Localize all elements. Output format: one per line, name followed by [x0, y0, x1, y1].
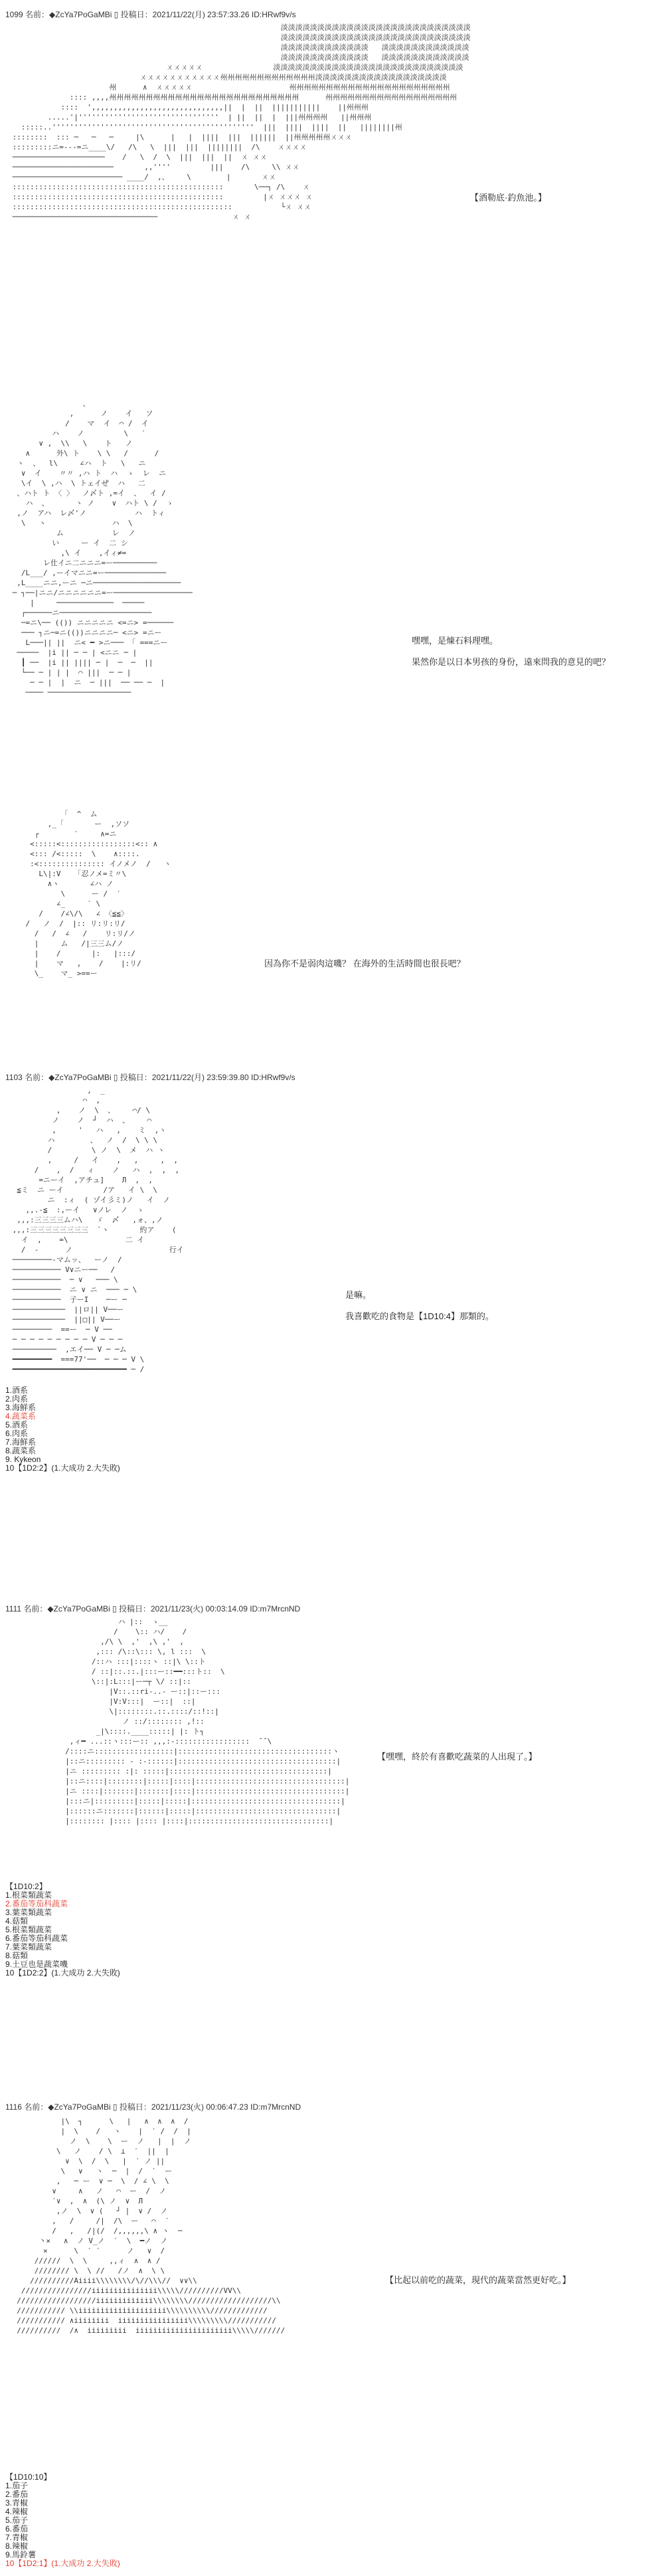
choice-item: 5.酒系	[5, 1420, 29, 1429]
post-header: 1111 名前：◆ZcYa7PoGaMBi ▯ 投稿日：2021/11/23(火) 00:03:14.09 ID:m7MrcnND	[5, 1604, 301, 1613]
choice-item: 7.葉菜類蔬菜	[5, 1942, 52, 1952]
choice-item: 3.青椒	[5, 2498, 29, 2508]
dialogue-line: 果然你是以日本男孩的身份，遠來問我的意見的吧？	[412, 657, 611, 667]
choice-item: 8.蔬菜系	[5, 1446, 37, 1455]
ascii-art-character: |\ ┐ \ | ∧ ∧ ∧ / | \ / ヽ | ′ / / | ノ \ \ ー ノ | | ノ \ ノ / \ ⊥ ′ || | ∨ \ / \ | ′ ノ || \ ∨ ヽ ─ | / ′ ー , ─ ー ∨ ─ \ / ∠ \ \ ∨ ∧ ノ ⌒ ー / ノ ′∨ , ∧ (\ ノ ∨ Л ,ノ \ ∨ ( ┘ | ∨ / ノ , / /| /\ ー ⌒ ′ / , /|(/ /,,,,,,\ ∧ ヽ ─ 丶× ∧ ノ V_ノ ′ \ ━ノ ノ × \ ′ ′ ノ ∨ / ////// \ \ ,,ィ ∧ ∧ / //////// \ \ // /ノ ∧ \ \ //////////Aiiii\\\\\\\\/\//\\\// ∨∨\\ ////////////////iiiiiiiiiiiiiii\\\\\//////////VV\\ //////////////////iiiiiiiiiiiii\\\\\\\\///////////////////\\ /////////// \\iiiiiiiiiiiiiiiiiiii\\\\\\\\\\///////////// /////////// ∧iiiiiiii iiiiiiiiiiiiiiii\\\\\\\\\/////////// ////////// /∧ iiiiiiiii iiiiiiiiiiiiiiiiiiiiii\\\\\///////	[17, 2117, 286, 2335]
choice-item: 5.茄子	[5, 2516, 29, 2525]
choice-item: 9.土豆也是蔬菜嘰	[5, 1960, 68, 1969]
dice-result: 【1D10:2】	[5, 1882, 47, 1891]
post-header: 1103 名前：◆ZcYa7PoGaMBi ▯ 投稿日：2021/11/22(月) 23:59:39.80 ID:HRwf9v/s	[5, 1073, 295, 1082]
dice-result: 【1D10:10】	[5, 2472, 52, 2482]
choice-item: 1.茄子	[5, 2481, 29, 2490]
choice-item: 6.肉系	[5, 1429, 29, 1438]
choice-item: 3.海鮮系	[5, 1403, 37, 1412]
choice-item: 8.菇類	[5, 1951, 29, 1960]
post-header: 1116 名前：◆ZcYa7PoGaMBi ▯ 投稿日：2021/11/23(火) 00:06:47.23 ID:m7MrcnND	[5, 2102, 301, 2112]
choice-item: 2.肉系	[5, 1394, 29, 1404]
choice-item: 8.辣椒	[5, 2541, 29, 2551]
dialogue-line: 是嘛。	[345, 1290, 372, 1300]
dialogue-line: 我喜歡吃的食物是【1D10:4】那類的。	[345, 1311, 494, 1321]
dice-choice-list	[5, 1883, 120, 1978]
choice-item: 6.番茄等茄科蔬菜	[5, 1934, 68, 1943]
ascii-art-character-bust: 「 ^ ム ,_「 ー ,ソソ ┌ ′ ∧=ニ <:::::<:::::::::::::::::<:: ∧ <::: /<::::: \ ∧::::. :<::::::::::::::: イノメノ / ヽ L\|:V 「忍ノメ=ミ〃\ ∧ヽ ∠ハ ノ \ ー / ′ ∠_ ′ \ / /∠\/\ ∠ 〈≦≦〉 / ノ / |:: リ:リ:リ/ / / ∠ / リ:リ/ノ | ム /|三三ム/ノ | / |: |:::/ | マ , / |:リ/ \_ マ_ >==ー	[25, 810, 171, 978]
thought-line: 【比起以前吃的蔬菜，現代的蔬菜當然更好吃。】	[385, 2275, 571, 2285]
dice-choice-list	[5, 1386, 120, 1473]
ascii-art-fishing-pond: 淡淡淡淡淡淡淡淡淡淡淡淡淡淡淡淡淡淡淡淡淡淡淡淡淡淡 淡淡淡淡淡淡淡淡淡淡淡淡淡淡淡淡淡淡淡淡淡淡淡淡淡淡 淡淡淡淡淡淡淡淡淡淡淡淡 淡淡淡淡淡淡淡淡淡淡淡淡 淡淡淡淡淡淡淡淡淡淡淡淡 淡淡淡淡淡淡淡淡淡淡淡淡 ㄨㄨㄨㄨㄨ 淡淡淡淡淡淡淡淡淡淡淡淡淡淡淡淡淡淡淡淡淡淡淡淡淡淡 ㄨㄨㄨㄨㄨㄨㄨㄨㄨㄨㄨ州州州州州州州州州州州州州淡淡淡淡淡淡淡淡淡淡淡淡淡淡淡淡淡淡 州 ∧ ㄨㄨㄨㄨㄨ 州州州州州州州州州州州州州州州州州州州州州州 :::: ,,,,州州州州州州州州州州州州州州州州州州州州州州州州州州 州州州州州州州州州州州州州州州州州州 :::: ',,,,,,,,,,,,,,,,,,,,,,,,,,,,,,|| | || ||||||||||| ||州州州 .....'|'''''''''''''''''''''''''''''''' | || || | |||州州州州 ||州州州 :::::..'''''''''''''''''''''''''''''''''''''''''''''' ||| |||| |||| || ||||||||州 :::::::: ::: ─ ─ ─ |\ | | |||| ||| |||||| ||州州州州州ㄨㄨㄨ :::::::::ニ=---=ニ____\/ /\ \ ||| ||| |||||||| /\ ㄨㄨㄨㄨ ───────────────────── / \ / \ ||| ||| || ㄨ ㄨㄨ ─────────────────────── ,,'''' ||| /\ \\ ㄨㄨ ───────────────────────── ____/ ,、 \ | ㄨㄨ :::::::::::::::::::::::::::::::::::::::::::::::: \──┐ /\ ㄨ :::::::::::::::::::::::::::::::::::::::::::::::: |ㄨ ㄨㄨㄨ ㄨ :::::::::::::::::::::::::::::::::::::::::::::::::: └ㄨ ㄨㄨ ───────────────────────────────── ㄨ ㄨ	[12, 23, 471, 221]
choice-item: 3.葉菜類蔬菜	[5, 1908, 52, 1917]
ascii-art-character-standing: 、 , ノ イ ソ / マ イ ⌒ / イ ハ ノ \ ′ ∨ , \\ \ ト ノ ∧ 外\ ト \ \ / / ヽ 、 l\ ∠ハ ト \ ニ ∨ イ 〃〃 ,ハ ト ハ ゝ レ ニ \イ \ ,ハ \ トェイぜ ハ 二 、ハト ト 〈 〉 ノ〆ト ,=イ 、 イ / ハ 、 ヽ ノ ∨ ハト \ / ゝ ,ノ アハ レ〆'ノ ハ トィ \ ヽ ハ \ ム レ ノ い ー イ 二 シ ,\ イ ,イィ≠= レ仕イニ二ニニニ=ー────────── /L___/ ,ーイマニニ=ー────────────── ,L____ニニ,ーニ ─ニ──────────────────── ─ ┐──|ニニ/ニニニニニニ=ー────────────────── | ───────────── ───── ┌──────ニ───────────────────── ─=ニ\── (()) ニニニニニ <=ニ> =────── ─── ┐ニ─=ニ(())ニニニニ─ <ニ> =ニー L───|| || ニ< ━ >ニ─── 「 ===ニー ───── |i || ─ ─ | <ニニ ─ | ┃ ── |i || |||| ─ | ─ ─ || └── ─ | | | ⌒ ||| ─ ─ | ─ ─ | | ニ ─ ||| ── ── ─ | ──── ───────────────────	[12, 399, 193, 697]
choice-item: 9.馬鈴薯	[5, 2550, 37, 2559]
choice-item: 4.辣椒	[5, 2507, 29, 2516]
choice-item-selected: 10【1D2:1】(1.大成功 2.大失敗)	[5, 2559, 120, 2568]
scene-caption: 【酒勒底·釣魚池。】	[470, 193, 546, 203]
ascii-art-character: ハ |:: ゝ__ / \:: ハ/ / ,/\ \ ,' ,\ ,' , ,::: /\::\::: \, l ::: \ /::ハ :::|::::ヽ ::|\ \::ト / ::|::.::.|:::ー::━━:::ト:: \ \::|:L:::|ー─┬ \/ ::|:: |V::.::ri-..- ー::|::ー::: |V:V:::| ー::| ::| \|::::::::.::.::::/::!::| ノ ::/:::::::: ,!:: _|\::::.____:::::| |: ト┐ ,ィ━ ...::ヽ:::ー:: ,,,:‐::::::::::::::::: ̄ ̄ \ /::::ニ::::::::::::::::::|:::::::::::::::::::::::::::::::::::ヽ |::ニ::::::::: - :-::::::|::::::::::::::::::::::::::::::::::::| |ニ ::::::::: :|: :::::|::::::::::::::::::::::::::::::::::::| |::ニ::::|::::::::|:::::|::::|::::::::::::::::::::::::::::::::::| |ニ ::::|:::::::|:::::::|::::|::::::::::::::::::::::::::::::::::| |:::ニ|:::::::::|:::::|:::::|::::::::::::::::::::::::::::::::::| |::::::ニ:::::::|::::::|:::::|::::::::::::::::::::::::::::::::| |:::::::: |:::: |:::: |::::|::::::::::::::::::::::::::::::::|	[65, 1617, 350, 1825]
choice-item-selected: 4.蔬菜系	[5, 1412, 37, 1421]
choice-item: 9. Kykeon	[5, 1455, 41, 1464]
choice-item: 4.菇類	[5, 1916, 29, 1926]
choice-item: 1.酒系	[5, 1386, 29, 1395]
choice-item: 6.番茄	[5, 2524, 29, 2533]
choice-item: 7.海鮮系	[5, 1437, 37, 1447]
choice-item: 1.根菜類蔬菜	[5, 1890, 52, 1900]
dialogue-line: 因為你不是弱肉這嘰？ 在海外的生活時間也很長吧？	[264, 959, 465, 968]
choice-item: 2.番茄	[5, 2490, 29, 2499]
post-header: 1099 名前：◆ZcYa7PoGaMBi ▯ 投稿日：2021/11/22(月) 23:57:33.26 ID:HRwf9v/s	[5, 10, 296, 19]
dice-choice-list	[5, 2473, 120, 2568]
choice-item: 5.根菜類蔬菜	[5, 1925, 52, 1934]
dialogue-line: 嘿嘿，是煉石料理嘿。	[412, 636, 499, 646]
thought-line: 【嘿嘿，終於有喜歡吃蔬菜的人出現了。】	[377, 1752, 537, 1762]
choice-item: 7.青椒	[5, 2533, 29, 2542]
choice-item: 10【1D2:2】(1.大成功 2.大失敗)	[5, 1968, 120, 1978]
choice-item: 10【1D2:2】(1.大成功 2.大失敗)	[5, 1463, 120, 1473]
choice-item-selected: 2.番茄等茄科蔬菜	[5, 1899, 68, 1908]
ascii-art-character: , _ ⌒ , , ノ \ 、 ⌒/ \ ノ ノ ┘ ハ 、 ⌒ , ' ハ , ミ ,ヽ ハ 、 ノ / \ \ \ / \ ノ \ メ ハ ヽ , / イ , , , , / , / ィ ノ ハ , , , =ニーイ ,アチュ] Л , , ≦ミ ニ ーイ /ア イ \ \ ニ :ィ ( ゾイ彡ミ)ノ イ ノ ,,.-≦ :,ーイ ∨ノレ ノ ゝ ,,,:三三三三ムハ\ ゞ 〆 ,ォ、,ノ ,,,:三三三三三三三三 `ヽ 約ア ( イ , =\ 二 イ / ‐ ノ 行イ ─────────‐マムッ、 ーノ / ─────────── V∨ニー── / ─────────── ─ ∨ ─── \ ─────────── ニ ∨ ニ ─── ─ \ ─────────── 子ーI ─ー ─ ──────────── ||ロ|| V──ー ──────────── ||□|| V──ー ───────── ==ー ─ V ── ─ ─ ─ ─ ─ ─ ─ ─ ─ V ─ ─ ─ ────────── ,エイ── V ─ ─ム ━━━━━━━━━ ===77'── ─ ─ ─ V \ ━━━━━━━━━━━━━━━━━━━━━━━━━━ ─ /	[12, 1086, 184, 1374]
